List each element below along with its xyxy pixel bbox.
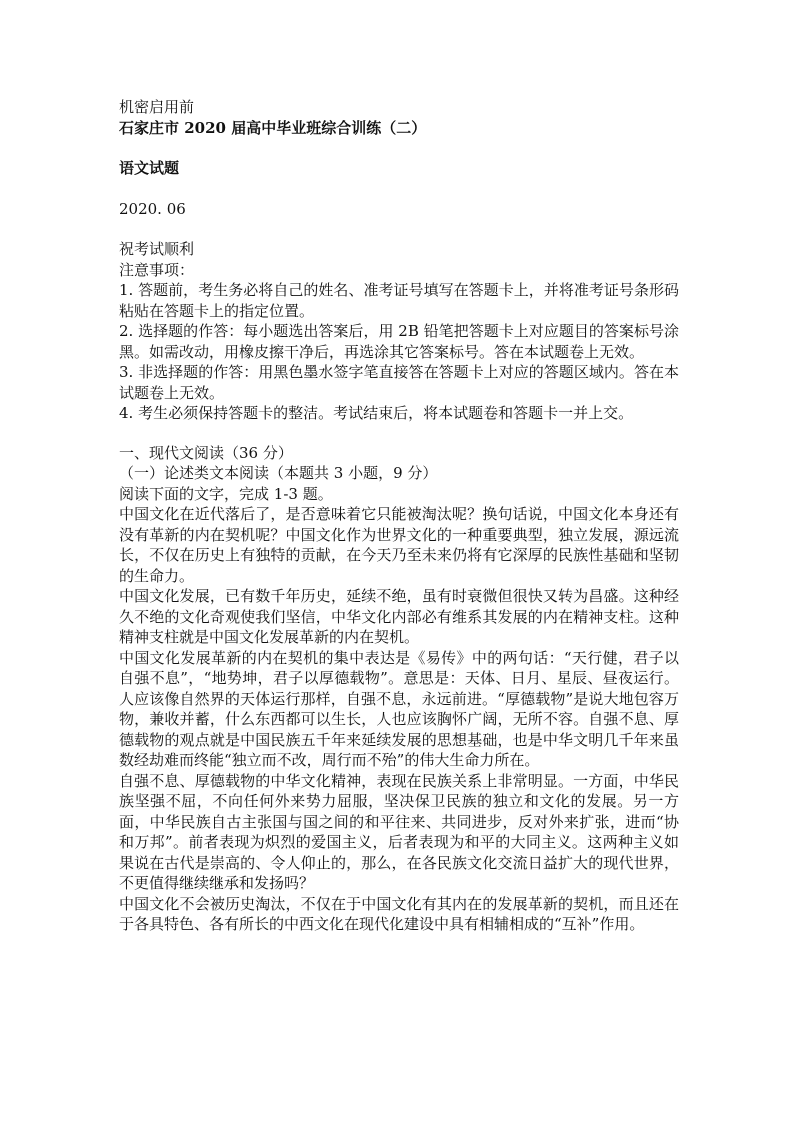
reading-instruction: 阅读下面的文字，完成 1-3 题。 [119,484,333,503]
passage-paragraph-2: 中国文化发展，已有数千年历史，延续不绝，虽有时衰微但很快又转为昌盛。这种经久不绝的文化奇观使我们坚信，中华文化内部必有维系其发展的内在精神支柱。这种精神支柱就是中国文化发展革新的内在契机。 [119,587,679,646]
notes-heading: 注意事项： [119,260,195,279]
passage-paragraph-4: 自强不息、厚德载物的中华文化精神，表现在民族关系上非常明显。一方面，中华民族坚强不屈，不向任何外来势力屈服，坚决保卫民族的独立和文化的发展。另一方面，中华民族自古主张国与国之间的和平往来、共同进步，反对外来扩张，进而“协和万邦”。前者表现为炽烈的爱国主义，后者表现为和平的大同主义。这两种主义如果说在古代是崇高的、令人仰止的，那么，在各民族文化交流日益扩大的现代世界，不更值得继续继承和发扬吗？ [119,771,679,892]
page-content [119,97,679,935]
passage-paragraph-3: 中国文化发展革新的内在契机的集中表达是《易传》中的两句话：“天行健，君子以自强不息”，“地势坤，君子以厚德载物”。意思是：天体、日月、星辰、昼夜运行。人应该像自然界的天体运行那样，自强不息，永远前进。“厚德载物”是说大地包容万物，兼收并蓄，什么东西都可以生长，人也应该胸怀广阔，无所不容。自强不息、厚德载物的观点就是中国民族五千年来延续发展的思想基础，也是中华文明几千年来虽数经劫难而终能“独立而不改，周行而不殆”的伟大生命力所在。 [119,648,679,769]
note-item-4: 4. 考生必须保持答题卡的整洁。考试结束后，将本试题卷和答题卡一并上交。 [119,404,634,422]
subject-title: 语文试题 [119,159,180,177]
confidential-label: 机密启用前 [119,98,195,116]
passage-paragraph-5: 中国文化不会被历史淘汰，不仅在于中国文化有其内在的发展革新的契机，而且还在于各具特色、各有所长的中西文化在现代化建设中具有相辅相成的“互补”作用。 [119,894,679,933]
passage-paragraph-1: 中国文化在近代落后了，是否意味着它只能被淘汰呢？换句话说，中国文化本身还有没有革新的内在契机呢？中国文化作为世界文化的一种重要典型，独立发展，源远流长，不仅在历史上有独特的贡献，在今天乃至未来仍将有它深厚的民族性基础和坚韧的生命力。 [119,505,679,585]
exam-date: 2020. 06 [119,199,186,218]
note-item-3: 3. 非选择题的作答：用黑色墨水签字笔直接答在答题卡上对应的答题区域内。答在本试题卷上无效。 [119,363,679,402]
exam-title: 石家庄市 2020 届高中毕业班综合训练（二） [119,118,427,137]
good-luck-text: 祝考试顺利 [119,240,195,258]
note-item-1: 1. 答题前，考生务必将自己的姓名、准考证号填写在答题卡上，并将准考证号条形码粘贴在答题卡上的指定位置。 [119,281,679,320]
section-title: 一、现代文阅读（36 分） [119,443,293,462]
section-subtitle: （一）论述类文本阅读（本题共 3 小题，9 分） [119,464,438,482]
note-item-2: 2. 选择题的作答：每小题选出答案后，用 2B 铅笔把答题卡上对应题目的答案标号涂黑。如需改动，用橡皮擦干净后，再选涂其它答案标号。答在本试题卷上无效。 [119,322,679,361]
